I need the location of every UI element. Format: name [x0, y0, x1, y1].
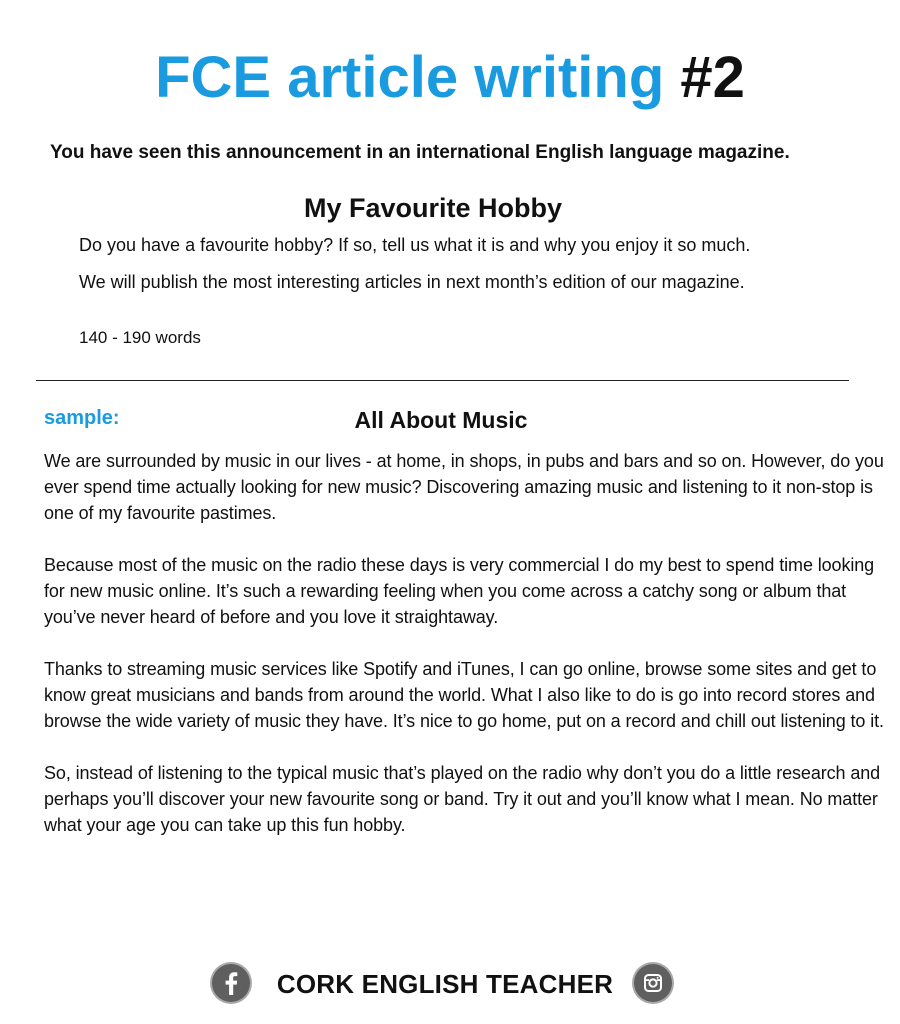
essay-paragraph: Thanks to streaming music services like Spotify and iTunes, I can go online, browse some sites and get to know great musicians and bands from around the world. What I also like to do is go into record stores and browse the wide variety of music they have. It’s nice to go home, put on a record and chill out listening to it.: [44, 659, 884, 731]
page-title: [0, 42, 900, 114]
essay-body: [44, 448, 884, 864]
essay-paragraph: So, instead of listening to the typical music that’s played on the radio why don’t you do a little research and perhaps you’ll discover your new favourite song or band. Try it out and you’ll know what I mean. No matter what your age you can take up this fun hobby.: [44, 763, 881, 835]
task-question: Do you have a favourite hobby? If so, tell us what it is and why you enjoy it so much.: [79, 235, 751, 255]
task-publication-note: We will publish the most interesting articles in next month’s edition of our magazine.: [79, 272, 745, 292]
task-heading: My Favourite Hobby: [303, 193, 563, 223]
sample-label: sample:: [44, 407, 120, 429]
section-divider: [36, 380, 849, 381]
essay-paragraph: We are surrounded by music in our lives - at home, in shops, in pubs and bars and so on. However, do you ever spend time actually looking for new music? Discovering amazing music and listening to it non-stop is one of my favourite pastimes.: [44, 451, 884, 523]
page-title-number: #2: [680, 45, 745, 110]
instagram-icon[interactable]: [634, 964, 672, 1002]
footer: [0, 962, 900, 1006]
facebook-icon[interactable]: [212, 964, 250, 1002]
page-title-main: FCE article writing: [155, 45, 665, 110]
essay-title: All About Music: [354, 407, 528, 433]
task-intro: You have seen this announcement in an international English language magazine.: [50, 142, 790, 163]
brand-name: CORK ENGLISH TEACHER: [276, 969, 614, 999]
essay-paragraph: Because most of the music on the radio these days is very commercial I do my best to spend time looking for new music online. It’s such a rewarding feeling when you come across a catchy song or album that you’ve never heard of before and you love it straightaway.: [44, 555, 875, 627]
word-count: 140 - 190 words: [79, 328, 201, 347]
